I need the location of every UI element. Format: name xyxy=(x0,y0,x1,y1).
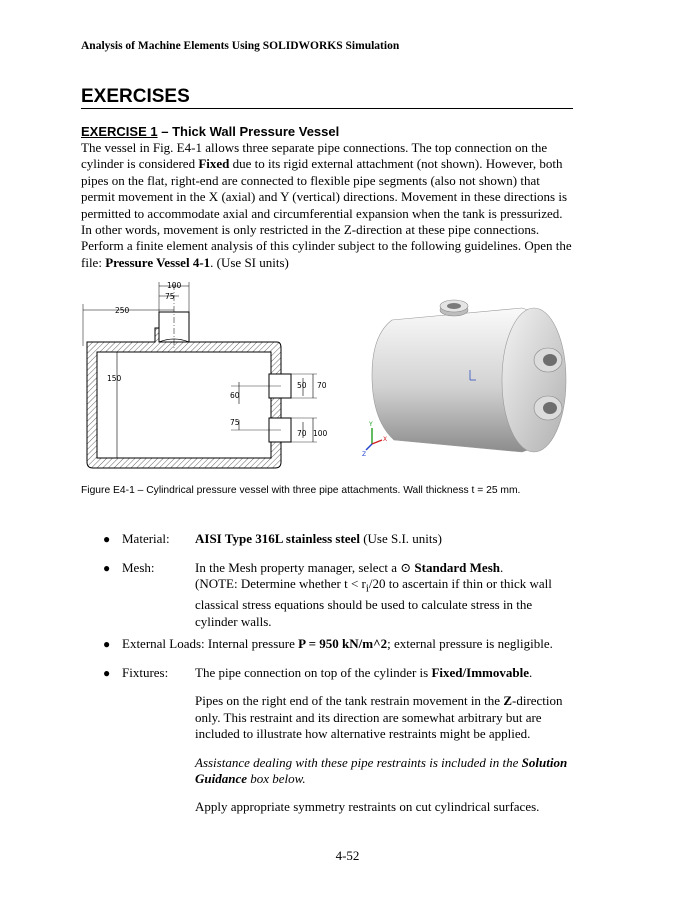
bullet-dot: ● xyxy=(103,561,111,575)
exercise-title xyxy=(81,124,339,139)
exercise-intro xyxy=(81,140,576,271)
dim-label-100-lower: 100 xyxy=(313,429,328,438)
loads-text-start: External Loads: Internal pressure xyxy=(122,636,299,651)
standard-mesh-term: Standard Mesh xyxy=(411,560,500,575)
vessel-3d-render xyxy=(362,290,572,460)
intro-text-2: due to its rigid external attachment (not shown). However, both pipes on the flat, right-end are connected to flexible pipe segments (also not shown) that permit movement in the X (axial) and Y (vertical) directions. Movement in these directions is permitted to accommodate axial and circumferential expansion when the tank is pressurized. In other words, movement is only restricted in the Z-direction at these pipe connections. Perform a finite element analysis of this cylinder subject to the following guidelines. Open the file: xyxy=(81,156,572,270)
intro-file-name: Pressure Vessel 4-1 xyxy=(105,254,211,270)
fixtures-p2-rest: -direction only. This restraint and its direction are somewhat arbitrary but are included to illustrate how alternative restraints might be applied. xyxy=(195,693,563,742)
fixtures-p3: Assistance dealing with these pipe restraints is included in the xyxy=(195,754,522,770)
fixtures-p1-end: . xyxy=(528,665,533,680)
top-nozzle xyxy=(159,312,189,342)
page-number: 4-52 xyxy=(335,848,360,863)
dim-label-70-upper: 70 xyxy=(317,381,327,390)
intro-fixed-term: Fixed xyxy=(198,156,230,172)
loads-text xyxy=(122,636,553,652)
fixtures-p4: Apply appropriate symmetry restraints on cut cylindrical surfaces. xyxy=(195,799,540,815)
material-label: Material: xyxy=(122,531,170,546)
fixtures-label: Fixtures: xyxy=(122,665,169,680)
running-header: Analysis of Machine Elements Using SOLIDWORKS Simulation xyxy=(81,40,400,52)
pressure-value: P = 950 kN/m^2 xyxy=(298,636,388,651)
bullet-dot: ● xyxy=(103,666,111,680)
exercise-title-dash: – xyxy=(157,124,173,139)
intro-text-3: . (Use SI units) xyxy=(210,254,289,270)
mesh-text xyxy=(195,560,575,630)
x-axis-arrow xyxy=(372,440,382,444)
bullet-dot: ● xyxy=(103,532,111,546)
exercise-title-text: Thick Wall Pressure Vessel xyxy=(172,124,340,139)
dim-label-60: 60 xyxy=(230,391,240,400)
bullet-dot: ● xyxy=(103,637,111,651)
dim-label-100: 100 xyxy=(167,281,182,290)
z-direction-term: Z xyxy=(503,693,512,709)
mesh-note-rest: /20 to ascertain if thin or thick wall classical stress equations should be used to calculate stress in the cylinder walls. xyxy=(195,576,552,629)
cross-section-drawing xyxy=(81,280,361,475)
fixtures-p2: Pipes on the right end of the tank restrain movement in the xyxy=(195,693,504,709)
material-value xyxy=(195,531,575,547)
mesh-line-1-end: . xyxy=(500,560,504,575)
z-axis-label: Z xyxy=(362,451,367,458)
material-name: AISI Type 316L stainless steel xyxy=(195,531,360,546)
figure-caption: Figure E4-1 – Cylindrical pressure vessel with three pipe attachments. Wall thickness t = 25 mm. xyxy=(81,485,521,496)
dim-label-75-top: 75 xyxy=(165,292,175,301)
fixed-immovable-term: Fixed/Immovable xyxy=(431,665,529,680)
fixtures-p1: The pipe connection on top of the cylinder is xyxy=(195,665,432,680)
mesh-label: Mesh: xyxy=(122,560,155,575)
dim-label-150: 150 xyxy=(107,374,122,383)
exercise-number: EXERCISE 1 xyxy=(81,124,158,139)
mesh-line-1: In the Mesh property manager, select a xyxy=(195,560,401,575)
mesh-note-start: (NOTE: Determine whether t < r xyxy=(195,576,366,592)
dim-label-50: 50 xyxy=(297,381,307,390)
y-axis-label: Y xyxy=(369,421,373,428)
x-axis-label: X xyxy=(383,436,388,443)
fixtures-p3-end: box below. xyxy=(247,771,306,787)
z-axis-arrow xyxy=(366,444,372,450)
section-heading: EXERCISES xyxy=(81,86,190,107)
fixtures-text xyxy=(195,665,575,816)
radio-selected-icon: ⊙ xyxy=(400,560,412,575)
vessel-end-face xyxy=(502,308,566,452)
dim-label-250: 250 xyxy=(115,306,130,315)
dim-label-70-lower: 70 xyxy=(297,429,307,438)
intro-text-1: The vessel in Fig. E4-1 allows three separate pipe connections. The top connection on the cylinder is considered xyxy=(81,140,548,172)
material-note: (Use S.I. units) xyxy=(359,531,442,546)
dim-label-75-mid: 75 xyxy=(230,418,240,427)
vessel-wall xyxy=(87,328,281,468)
mesh-note-subscript: i xyxy=(365,583,369,595)
section-divider xyxy=(81,108,573,109)
loads-text-end: ; external pressure is negligible. xyxy=(387,636,553,651)
solution-guidance-term: Solution Guidance xyxy=(195,754,568,787)
